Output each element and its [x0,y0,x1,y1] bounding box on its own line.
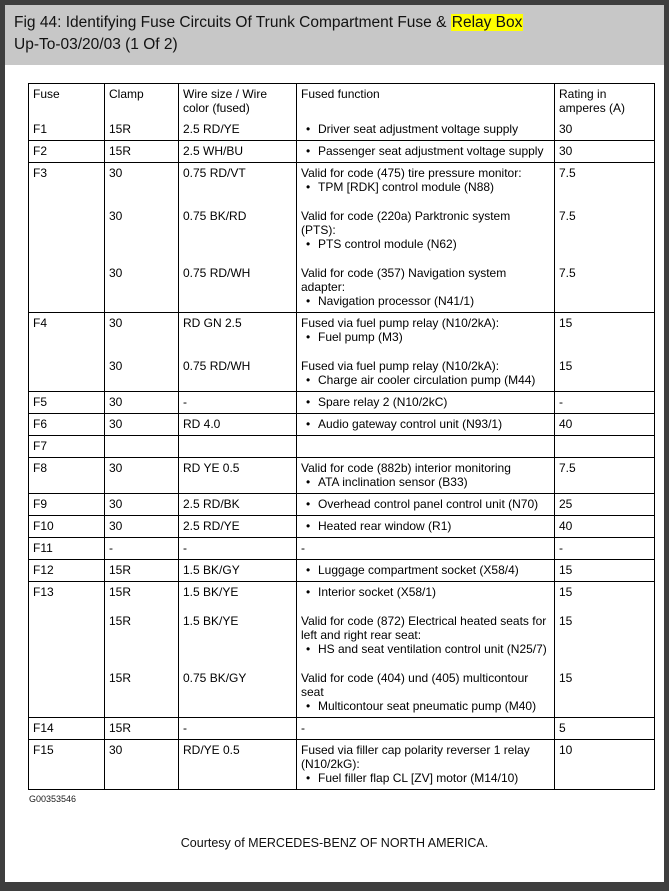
bullet-icon: • [306,642,311,656]
clamp-cell: 15R [104,582,178,603]
clamp-cell: 30 [104,163,178,198]
row-entry [104,255,654,312]
rating-cell: 30 [554,119,654,140]
table-row [29,717,654,739]
function-bullet-line [301,519,548,533]
rating-cell: 7.5 [554,458,654,493]
table-header-row [29,84,654,119]
column-header-clamp: Clamp [104,84,178,119]
figure-caption-line2: Up-To-03/20/03 (1 Of 2) [14,36,178,53]
wire-cell: RD 4.0 [178,414,296,435]
row-entry [104,414,654,435]
clamp-cell: 15R [104,603,178,660]
row-entry [104,582,654,603]
wire-cell: - [178,718,296,739]
row-entry [104,538,654,559]
function-cell [296,660,554,717]
row-entry [104,494,654,515]
figure-caption [5,5,664,65]
bullet-text: Passenger seat adjustment voltage supply [318,144,544,158]
function-text-line: - [301,541,305,555]
row-entries [104,458,654,493]
wire-cell: RD GN 2.5 [178,313,296,348]
function-cell [296,313,554,348]
bullet-icon: • [306,563,311,577]
function-bullet-line [301,585,548,599]
clamp-cell: 30 [104,198,178,255]
fuse-cell: F13 [33,585,54,599]
rating-cell: 25 [554,494,654,515]
function-bullet-line [301,330,548,344]
table-row [29,413,654,435]
wire-cell: 2.5 WH/BU [178,141,296,162]
row-entry [104,458,654,493]
rating-cell: 10 [554,740,654,789]
clamp-cell: 15R [104,660,178,717]
function-bullet-line [301,395,548,409]
clamp-cell: 15R [104,560,178,581]
function-bullet-line [301,771,548,785]
table-row [29,140,654,162]
bullet-icon: • [306,417,311,431]
row-entry [104,718,654,739]
table-row [29,739,654,789]
wire-cell: 0.75 RD/WH [178,255,296,312]
row-entry [104,348,654,391]
wire-cell: 2.5 RD/BK [178,494,296,515]
wire-cell: 2.5 RD/YE [178,119,296,140]
table-row [29,435,654,457]
clamp-cell: 15R [104,119,178,140]
bullet-text: Charge air cooler circulation pump (M44) [318,373,536,387]
table-row [29,457,654,493]
bullet-text: Navigation processor (N41/1) [318,294,475,308]
clamp-cell: 30 [104,313,178,348]
function-bullet-line [301,699,548,713]
rating-cell: 15 [554,313,654,348]
bullet-text: ATA inclination sensor (B33) [318,475,468,489]
table-row [29,312,654,391]
fuse-cell: F3 [33,166,48,180]
function-text-line: Valid for code (357) Navigation system adapter: [301,266,507,294]
wire-cell: RD YE 0.5 [178,458,296,493]
wire-cell: 1.5 BK/GY [178,560,296,581]
function-text-line: Fused via fuel pump relay (N10/2kA): [301,359,500,373]
row-entry [104,392,654,413]
wire-cell: 0.75 RD/VT [178,163,296,198]
row-entries [104,560,654,581]
rating-cell: 15 [554,348,654,391]
rating-cell: 40 [554,516,654,537]
table-row [29,162,654,312]
fuse-cell: F5 [33,395,48,409]
row-entries [104,392,654,413]
function-cell [296,538,554,559]
row-entry [104,740,654,789]
function-cell [296,414,554,435]
function-cell [296,141,554,162]
clamp-cell: 30 [104,458,178,493]
function-text-line: Valid for code (872) Electrical heated seats for left and right rear seat: [301,614,547,642]
bullet-icon: • [306,519,311,533]
row-entries [104,436,654,457]
row-entries [104,414,654,435]
bullet-icon: • [306,330,311,344]
bullet-text: Overhead control panel control unit (N70) [318,497,539,511]
rating-cell: - [554,538,654,559]
bullet-text: Fuel pump (M3) [318,330,403,344]
table-row [29,119,654,140]
function-cell [296,392,554,413]
courtesy-line: Courtesy of MERCEDES-BENZ OF NORTH AMERICA. [180,836,489,850]
bullet-icon: • [306,373,311,387]
clamp-cell: 30 [104,516,178,537]
function-cell [296,560,554,581]
column-header-function: Fused function [296,84,554,119]
table-row [29,559,654,581]
function-cell [296,494,554,515]
table-row [29,391,654,413]
bullet-text: Audio gateway control unit (N93/1) [318,417,503,431]
clamp-cell [104,436,178,457]
column-header-rating: Rating in amperes (A) [554,84,654,119]
function-cell [296,603,554,660]
function-text-line: Valid for code (220a) Parktronic system (PTS): [301,209,511,237]
fuse-cell: F1 [33,122,48,136]
wire-cell: 0.75 BK/RD [178,198,296,255]
bullet-text: TPM [RDK] control module (N88) [318,180,495,194]
fuse-cell: F12 [33,563,54,577]
function-cell [296,255,554,312]
clamp-cell: 30 [104,414,178,435]
fuse-cell: F7 [33,439,48,453]
column-header-wire: Wire size / Wire color (fused) [178,84,296,119]
rating-cell: - [554,392,654,413]
row-entries [104,494,654,515]
bullet-text: Heated rear window (R1) [318,519,452,533]
rating-cell: 7.5 [554,163,654,198]
function-bullet-line [301,237,548,251]
fuse-cell: F14 [33,721,54,735]
function-cell [296,163,554,198]
function-bullet-line [301,122,548,136]
function-cell [296,718,554,739]
clamp-cell: 15R [104,141,178,162]
bullet-icon: • [306,144,311,158]
table-row [29,537,654,559]
bullet-icon: • [306,771,311,785]
bullet-icon: • [306,395,311,409]
wire-cell: 0.75 BK/GY [178,660,296,717]
clamp-cell: 30 [104,392,178,413]
function-bullet-line [301,294,548,308]
figure-id: G00353546 [29,794,77,804]
wire-cell: 0.75 RD/WH [178,348,296,391]
wire-cell: 1.5 BK/YE [178,582,296,603]
function-cell [296,436,554,457]
function-cell [296,582,554,603]
function-cell [296,348,554,391]
rating-cell: 30 [554,141,654,162]
row-entries [104,141,654,162]
rating-cell: 15 [554,582,654,603]
function-cell [296,458,554,493]
function-text-line: - [301,721,305,735]
table-row [29,581,654,717]
wire-cell: - [178,392,296,413]
clamp-cell: 30 [104,255,178,312]
function-bullet-line [301,475,548,489]
table-row [29,493,654,515]
row-entry [104,436,654,457]
row-entries [104,740,654,789]
rating-cell [554,436,654,457]
row-entry [104,560,654,581]
function-bullet-line [301,417,548,431]
row-entries [104,718,654,739]
fuse-cell: F10 [33,519,54,533]
fuse-cell: F9 [33,497,48,511]
bullet-text: Fuel filler flap CL [ZV] motor (M14/10) [318,771,519,785]
function-cell [296,198,554,255]
row-entries [104,163,654,312]
fuse-cell: F15 [33,743,54,757]
row-entry [104,516,654,537]
function-bullet-line [301,180,548,194]
bullet-icon: • [306,237,311,251]
fuse-table [28,83,655,790]
fuse-cell: F11 [33,541,53,555]
fuse-cell: F8 [33,461,48,475]
rating-cell: 15 [554,560,654,581]
table-row [29,515,654,537]
bullet-icon: • [306,122,311,136]
bullet-icon: • [306,475,311,489]
bullet-text: Driver seat adjustment voltage supply [318,122,519,136]
row-entries [104,538,654,559]
row-entry [104,603,654,660]
figure-caption-prefix: Fig 44: Identifying Fuse Circuits Of Trunk Compartment Fuse & [14,14,451,31]
rating-cell: 15 [554,660,654,717]
wire-cell: - [178,538,296,559]
function-text-line: Fused via filler cap polarity reverser 1 relay (N10/2kG): [301,743,530,771]
wire-cell: 2.5 RD/YE [178,516,296,537]
bullet-text: Interior socket (X58/1) [318,585,437,599]
rating-cell: 40 [554,414,654,435]
row-entries [104,313,654,391]
rating-cell: 7.5 [554,255,654,312]
row-entry [104,163,654,198]
row-entry [104,198,654,255]
bullet-text: PTS control module (N62) [318,237,457,251]
function-cell [296,740,554,789]
bullet-icon: • [306,585,311,599]
function-text-line: Valid for code (882b) interior monitoring [301,461,511,475]
clamp-cell: 15R [104,718,178,739]
bullet-icon: • [306,497,311,511]
clamp-cell: 30 [104,348,178,391]
function-text-line: Fused via fuel pump relay (N10/2kA): [301,316,500,330]
rating-cell: 15 [554,603,654,660]
bullet-icon: • [306,180,311,194]
row-entry [104,313,654,348]
fuse-cell: F4 [33,316,48,330]
function-bullet-line [301,642,548,656]
wire-cell: RD/YE 0.5 [178,740,296,789]
clamp-cell: 30 [104,494,178,515]
rating-cell: 7.5 [554,198,654,255]
row-entry [104,119,654,140]
function-text-line: Valid for code (475) tire pressure monitor: [301,166,522,180]
bullet-text: Multicontour seat pneumatic pump (M40) [318,699,537,713]
fuse-cell: F6 [33,417,48,431]
row-entry [104,141,654,162]
figure-caption-line1 [14,12,654,34]
function-cell [296,516,554,537]
column-header-fuse: Fuse [33,87,60,101]
clamp-cell: 30 [104,740,178,789]
function-bullet-line [301,373,548,387]
row-entries [104,516,654,537]
bullet-text: Spare relay 2 (N10/2kC) [318,395,448,409]
function-text-line: Valid for code (404) und (405) multicontour seat [301,671,529,699]
row-entries [104,582,654,717]
function-bullet-line [301,497,548,511]
highlighted-text: Relay Box [451,14,523,31]
wire-cell [178,436,296,457]
fuse-cell: F2 [33,144,48,158]
wire-cell: 1.5 BK/YE [178,603,296,660]
row-entries [104,119,654,140]
bullet-icon: • [306,294,311,308]
function-bullet-line [301,563,548,577]
bullet-icon: • [306,699,311,713]
clamp-cell: - [104,538,178,559]
function-bullet-line [301,144,548,158]
bullet-text: Luggage compartment socket (X58/4) [318,563,519,577]
bullet-text: HS and seat ventilation control unit (N25/7) [318,642,547,656]
function-cell [296,119,554,140]
row-entry [104,660,654,717]
rating-cell: 5 [554,718,654,739]
